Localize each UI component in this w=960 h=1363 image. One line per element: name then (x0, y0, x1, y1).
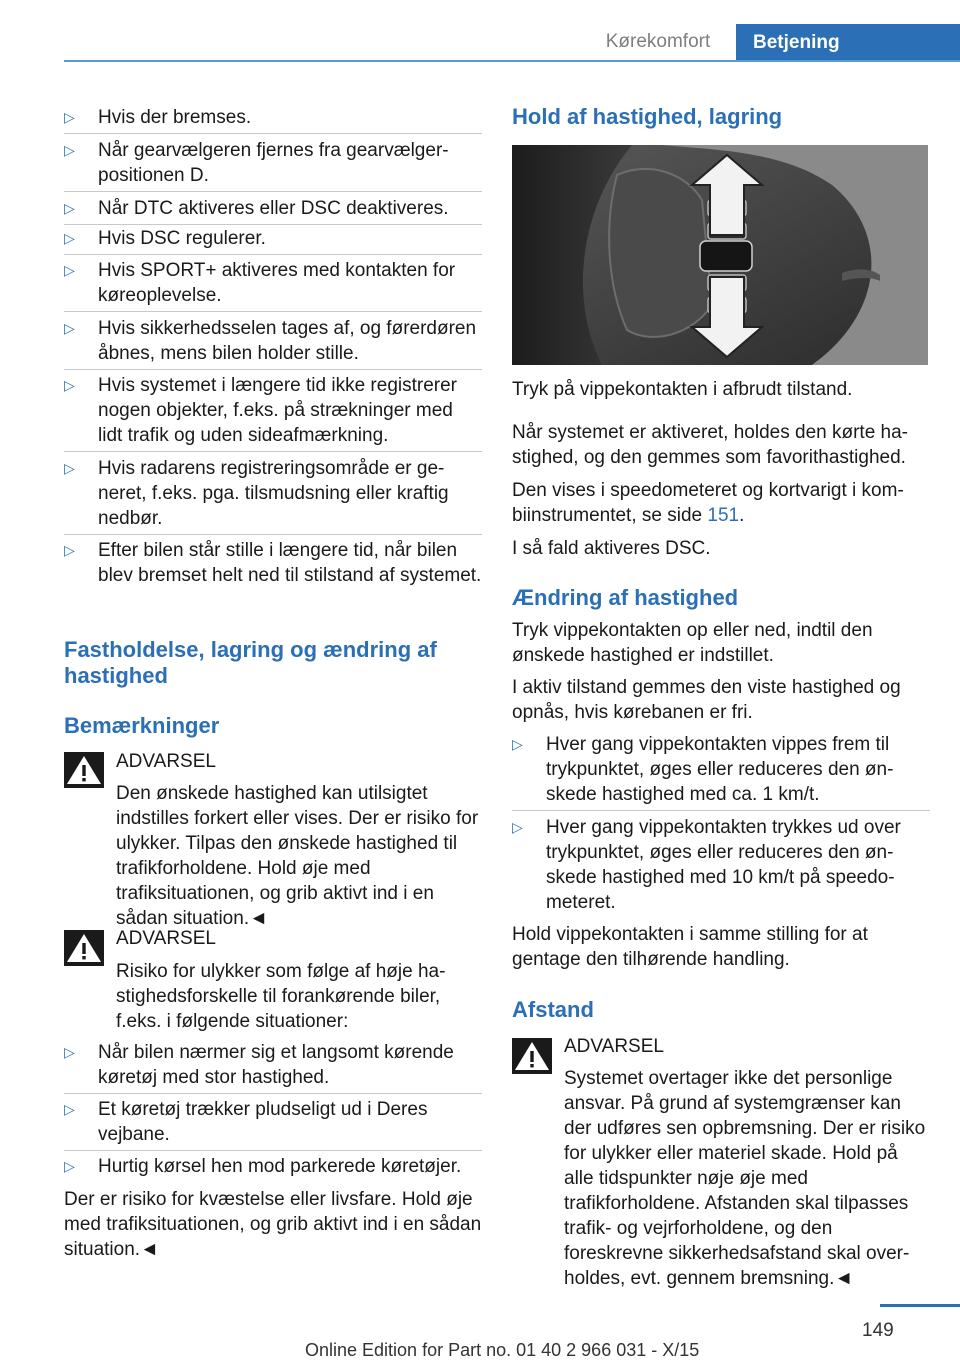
list-divider (512, 810, 930, 811)
subsection-heading: Ændring af hastighed (512, 585, 739, 610)
header-rule (64, 60, 960, 62)
paragraph (512, 478, 930, 528)
warning-text: Systemet overtager ikke det personlige ansvar. På grund af systemgrænser kan der udføres sen opbremsning. Der er risiko for ulykker eller materiel skade. Hold på alle tidspunkter nøje øje med trafikforholdene. Afstanden skal tilpasses trafik- og vejrforholdene, og den foreskrevne sikkerhedsafstand skal overholdes, evt. gennem bremsning.◄ (564, 1068, 926, 1289)
warning-title: ADVARSEL (116, 751, 216, 772)
header-section-betjening: Betjening (736, 24, 960, 62)
paragraph: I aktiv tilstand gemmes den viste hastighed og opnås, hvis kørebanen er fri. (512, 677, 901, 723)
page-reference-link[interactable]: 151 (707, 505, 740, 526)
warning-text-block (512, 1066, 930, 1291)
list-divider (64, 311, 482, 312)
list-divider (64, 254, 482, 255)
bullet-triangle-icon: ▷ (64, 320, 75, 336)
edition-footer: Online Edition for Part no. 01 40 2 966 031 - X/15 (305, 1340, 700, 1360)
bullet-triangle-icon: ▷ (64, 542, 75, 558)
list-divider (64, 1093, 482, 1094)
steering-wheel-photo (512, 145, 928, 365)
list-divider (64, 369, 482, 370)
bullet-triangle-icon: ▷ (512, 736, 523, 752)
list-divider (64, 191, 482, 192)
footer-rule (880, 1304, 960, 1307)
bullet-triangle-icon: ▷ (64, 200, 75, 216)
section-heading: Hold af hastighed, lagring (512, 104, 783, 129)
bullet-triangle-icon: ▷ (64, 109, 75, 125)
warning-title: ADVARSEL (564, 1036, 664, 1057)
list-divider (64, 451, 482, 452)
bullet-triangle-icon: ▷ (64, 460, 75, 476)
header-section-korekomfort: Kørekomfort (605, 31, 711, 52)
paragraph: Når systemet er aktiveret, holdes den kørte hastighed, og den gemmes som favorithastighed. (512, 422, 908, 468)
paragraph: I så fald aktiveres DSC. (512, 538, 711, 559)
paragraph: Der er risiko for kvæstelse eller livsfare. Hold øje med trafiksituationen, og grib aktivt ind i en sådan situation.◄ (64, 1189, 482, 1260)
warning-title: ADVARSEL (116, 928, 216, 949)
section-heading: Fastholdelse, lagring og ændring af hastighed (64, 637, 437, 688)
bullet-triangle-icon: ▷ (512, 819, 523, 835)
page-header (0, 24, 960, 62)
list-divider (64, 1150, 482, 1151)
list-divider (64, 534, 482, 535)
page-number: 149 (862, 1320, 894, 1341)
paragraph: Tryk på vippekontakten i afbrudt tilstand. (512, 379, 853, 400)
warning-text: Den ønskede hastighed kan utilsigtet indstilles forkert eller vises. Der er risiko for ulykker. Tilpas den ønskede hastighed til trafikforholdene. Hold øje med trafiksituationen, og grib aktivt ind i en sådan situation.◄ (116, 783, 479, 929)
subsection-heading: Bemærkninger (64, 713, 220, 738)
paragraph-text: . (739, 505, 745, 526)
warning-text: Risiko for ulykker som følge af høje hastighedsforskelle til forankørende biler, f.eks. i følgende situationer: (116, 961, 446, 1032)
bullet-triangle-icon: ▷ (64, 142, 75, 158)
subsection-heading: Afstand (512, 997, 594, 1022)
warning-text-block (64, 959, 482, 1034)
paragraph: Tryk vippekontakten op eller ned, indtil den ønskede hastighed er indstillet. (512, 620, 873, 666)
bullet-triangle-icon: ▷ (64, 230, 75, 246)
bullet-triangle-icon: ▷ (64, 262, 75, 278)
bullet-triangle-icon: ▷ (64, 377, 75, 393)
paragraph-text: Den vises i speedometeret og kortvarigt i kombiinstrumentet, se side (512, 480, 904, 526)
warning-text-block (64, 781, 482, 931)
bullet-triangle-icon: ▷ (64, 1044, 75, 1060)
steering-wheel-illustration (512, 145, 928, 365)
bullet-triangle-icon: ▷ (64, 1158, 75, 1174)
list-divider (64, 133, 482, 134)
list-divider (64, 224, 482, 225)
bullet-triangle-icon: ▷ (64, 1101, 75, 1117)
paragraph: Hold vippekontakten i samme stilling for at gentage den tilhørende handling. (512, 924, 868, 970)
